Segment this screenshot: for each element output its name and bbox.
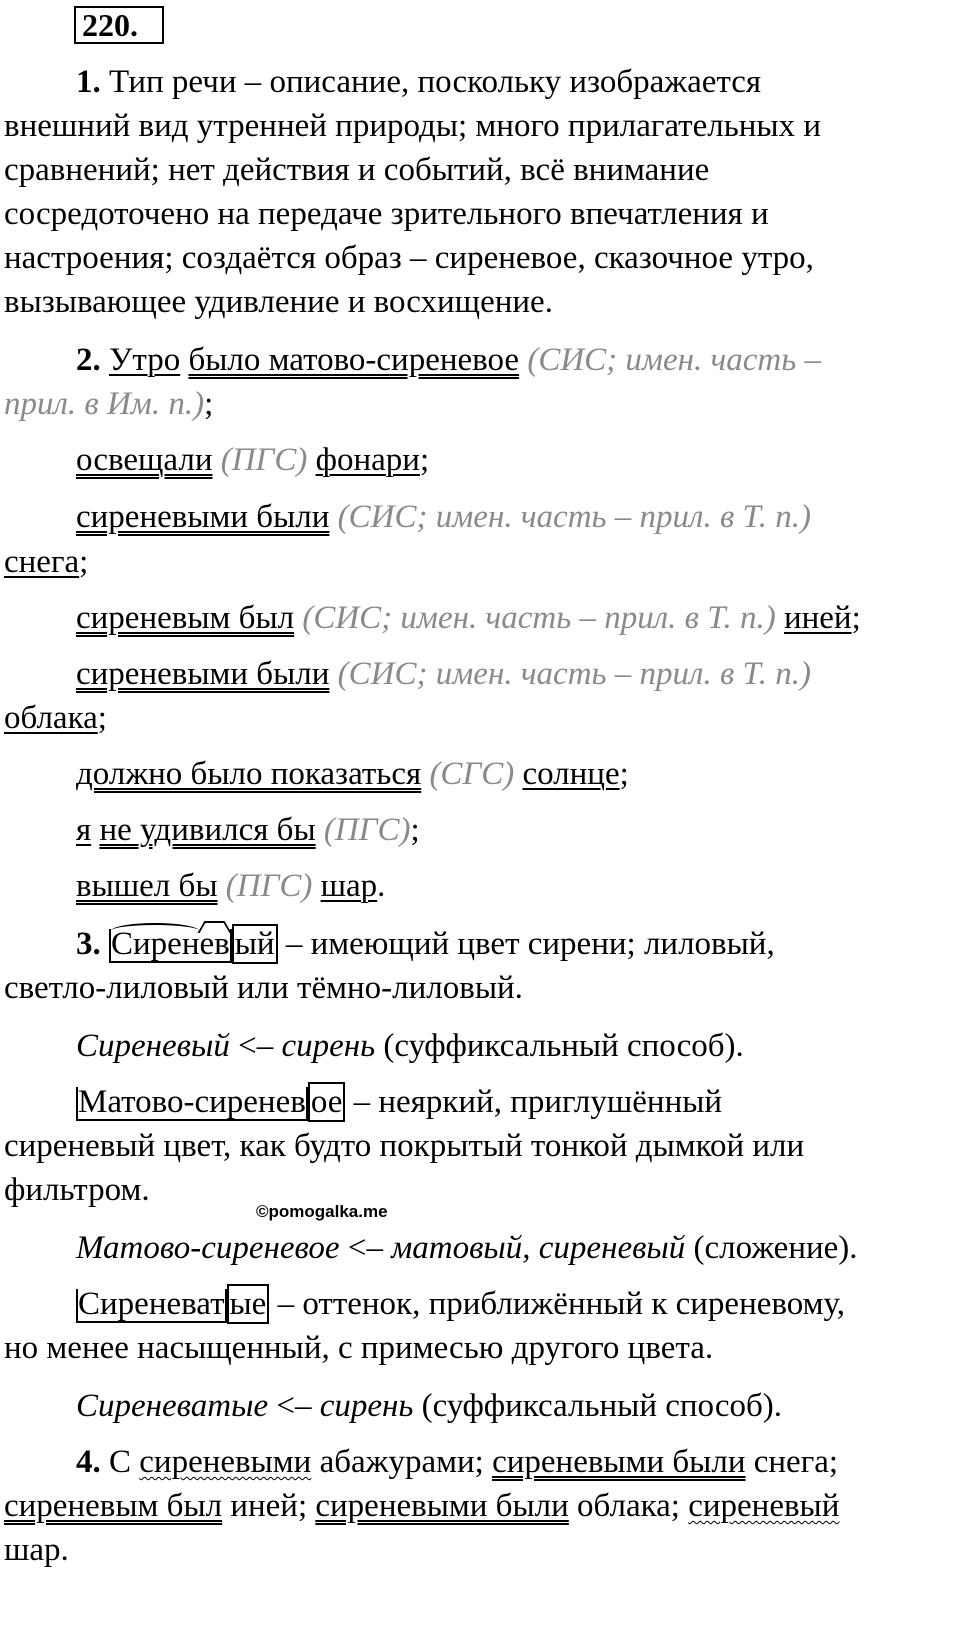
p1-line-4: сосредоточено на передаче зрительного впечатления и xyxy=(4,196,769,232)
p1-line-2: внешний вид утренней природы; много прилагательных и xyxy=(4,108,822,144)
punctuation: ; xyxy=(204,386,214,422)
predicate: было матово-сиреневое xyxy=(188,342,520,378)
subject: я xyxy=(76,812,92,848)
predicate: освещали xyxy=(76,442,213,478)
grammar-note: (ПГС) xyxy=(212,442,316,478)
p3-line-5: сиреневый цвет, как будто покрытый тонкой дымкой или xyxy=(4,1128,805,1164)
p2-number: 2. xyxy=(76,342,101,378)
p2-line-1 xyxy=(76,340,821,380)
predicate: не удивился бы xyxy=(99,812,316,848)
punctuation: ; xyxy=(79,544,89,580)
definition-text: – неяркий, приглушённый xyxy=(345,1084,723,1120)
punctuation: ; xyxy=(619,756,629,792)
formation-source: сирень xyxy=(319,1388,414,1424)
definition-text: – имеющий цвет сирени; лиловый, xyxy=(277,926,775,962)
subject: иней xyxy=(783,600,852,636)
subject: Утро xyxy=(109,342,181,378)
grammar-note: (СИС; имен. часть – прил. в Т. п.) xyxy=(329,656,812,692)
p4-text: абажурами; xyxy=(311,1444,493,1480)
p2-line-8 xyxy=(4,698,107,738)
word-ending: ый xyxy=(232,924,278,964)
formation-source: сирень xyxy=(281,1028,376,1064)
p3-line-10 xyxy=(76,1386,782,1426)
word-base: Матово-сиренев xyxy=(78,1084,306,1120)
p1-line-6: вызывающее удивление и восхищение. xyxy=(4,284,553,320)
subject: фонари xyxy=(315,442,420,478)
predicate: сиреневым был xyxy=(4,1488,223,1524)
punctuation: ; xyxy=(410,812,420,848)
p3-line-4 xyxy=(76,1082,722,1122)
grammar-note: прил. в Им. п.) xyxy=(4,386,205,422)
subject: шар xyxy=(320,868,378,904)
p1-line-1 xyxy=(76,62,761,102)
p3-line-2: светло-лиловый или тёмно-лиловый. xyxy=(4,970,523,1006)
p2-line-2 xyxy=(4,384,213,424)
grammar-note: (СИС; имен. часть – прил. в Т. п.) xyxy=(329,499,812,535)
word-suffix: ев xyxy=(199,926,230,962)
p4-line-2 xyxy=(4,1486,839,1526)
grammar-note: (СГС) xyxy=(421,756,523,792)
formation-arrow: <– xyxy=(339,1230,392,1266)
grammar-note: (СИС; имен. часть – xyxy=(519,342,821,378)
predicate: вышел бы xyxy=(76,868,218,904)
word-ending: ые xyxy=(227,1284,270,1324)
p1-line-3: сравнений; нет действия и событий, всё внимание xyxy=(4,152,710,188)
punctuation: ; xyxy=(851,600,861,636)
grammar-note: (ПГС) xyxy=(315,812,411,848)
p4-line-3: шар. xyxy=(4,1532,69,1568)
formation-type: (суффиксальный способ). xyxy=(375,1028,744,1064)
p2-line-9 xyxy=(76,754,629,794)
predicate: должно было показаться xyxy=(76,756,422,792)
p2-line-4 xyxy=(76,497,811,537)
task-number: 220. xyxy=(74,6,164,44)
word-root: Сирен xyxy=(111,926,200,962)
formation-word: Матово-сиреневое xyxy=(76,1230,340,1266)
p3-line-8 xyxy=(76,1284,845,1324)
subject: снега xyxy=(4,544,80,580)
p2-line-10 xyxy=(76,810,420,850)
formation-word: Сиреневатые xyxy=(76,1388,269,1424)
formation-type: (сложение). xyxy=(685,1230,858,1266)
subject: солнце xyxy=(522,756,620,792)
formation-type: (суффиксальный способ). xyxy=(413,1388,783,1424)
subject: облака xyxy=(4,700,98,736)
punctuation: . xyxy=(377,868,386,904)
word-base xyxy=(109,926,232,963)
predicate: сиреневыми были xyxy=(492,1444,746,1480)
attribute: сиреневыми xyxy=(139,1444,312,1480)
p3-line-3 xyxy=(76,1026,744,1066)
p2-line-3 xyxy=(76,440,429,480)
attribute: сиреневый xyxy=(688,1488,840,1524)
p3-line-1 xyxy=(76,924,775,964)
predicate: сиреневыми были xyxy=(315,1488,569,1524)
definition-text: – оттенок, приближённый к сиреневому, xyxy=(269,1286,845,1322)
formation-arrow: <– xyxy=(268,1388,320,1424)
word-base: Сиреневат xyxy=(78,1286,225,1322)
p3-number: 3. xyxy=(76,926,101,962)
p4-text: иней; xyxy=(222,1488,316,1524)
predicate: сиреневым был xyxy=(76,600,295,636)
grammar-note: (ПГС) xyxy=(217,868,321,904)
formation-word: Сиреневый xyxy=(76,1028,230,1064)
p2-line-6 xyxy=(76,598,861,638)
predicate: сиреневыми были xyxy=(76,656,330,692)
punctuation: ; xyxy=(97,700,107,736)
formation-source: матовый, сиреневый xyxy=(391,1230,686,1266)
p2-line-5 xyxy=(4,542,88,582)
p4-number: 4. xyxy=(76,1444,101,1480)
p2-line-11 xyxy=(76,866,385,906)
p4-text: снега; xyxy=(745,1444,839,1480)
p1-line-5: настроения; создаётся образ – сиреневое, сказочное утро, xyxy=(4,240,814,276)
p4-text: облака; xyxy=(568,1488,689,1524)
p1-text: Тип речи – описание, поскольку изображается xyxy=(100,64,762,100)
p3-line-9: но менее насыщенный, с примесью другого цвета. xyxy=(4,1330,714,1366)
punctuation: ; xyxy=(419,442,430,478)
watermark: ©pomogalka.me xyxy=(256,1202,388,1221)
grammar-note: (СИС; имен. часть – прил. в Т. п.) xyxy=(294,600,784,636)
p4-line-1 xyxy=(76,1442,838,1482)
predicate: сиреневыми были xyxy=(76,499,330,535)
p3-line-6: фильтром. xyxy=(4,1172,150,1208)
formation-arrow: <– xyxy=(229,1028,282,1064)
p2-line-7 xyxy=(76,654,811,694)
p1-number: 1. xyxy=(76,64,101,100)
p4-text: С xyxy=(100,1444,140,1480)
p3-line-7 xyxy=(76,1228,858,1268)
word-ending: ое xyxy=(308,1082,346,1122)
